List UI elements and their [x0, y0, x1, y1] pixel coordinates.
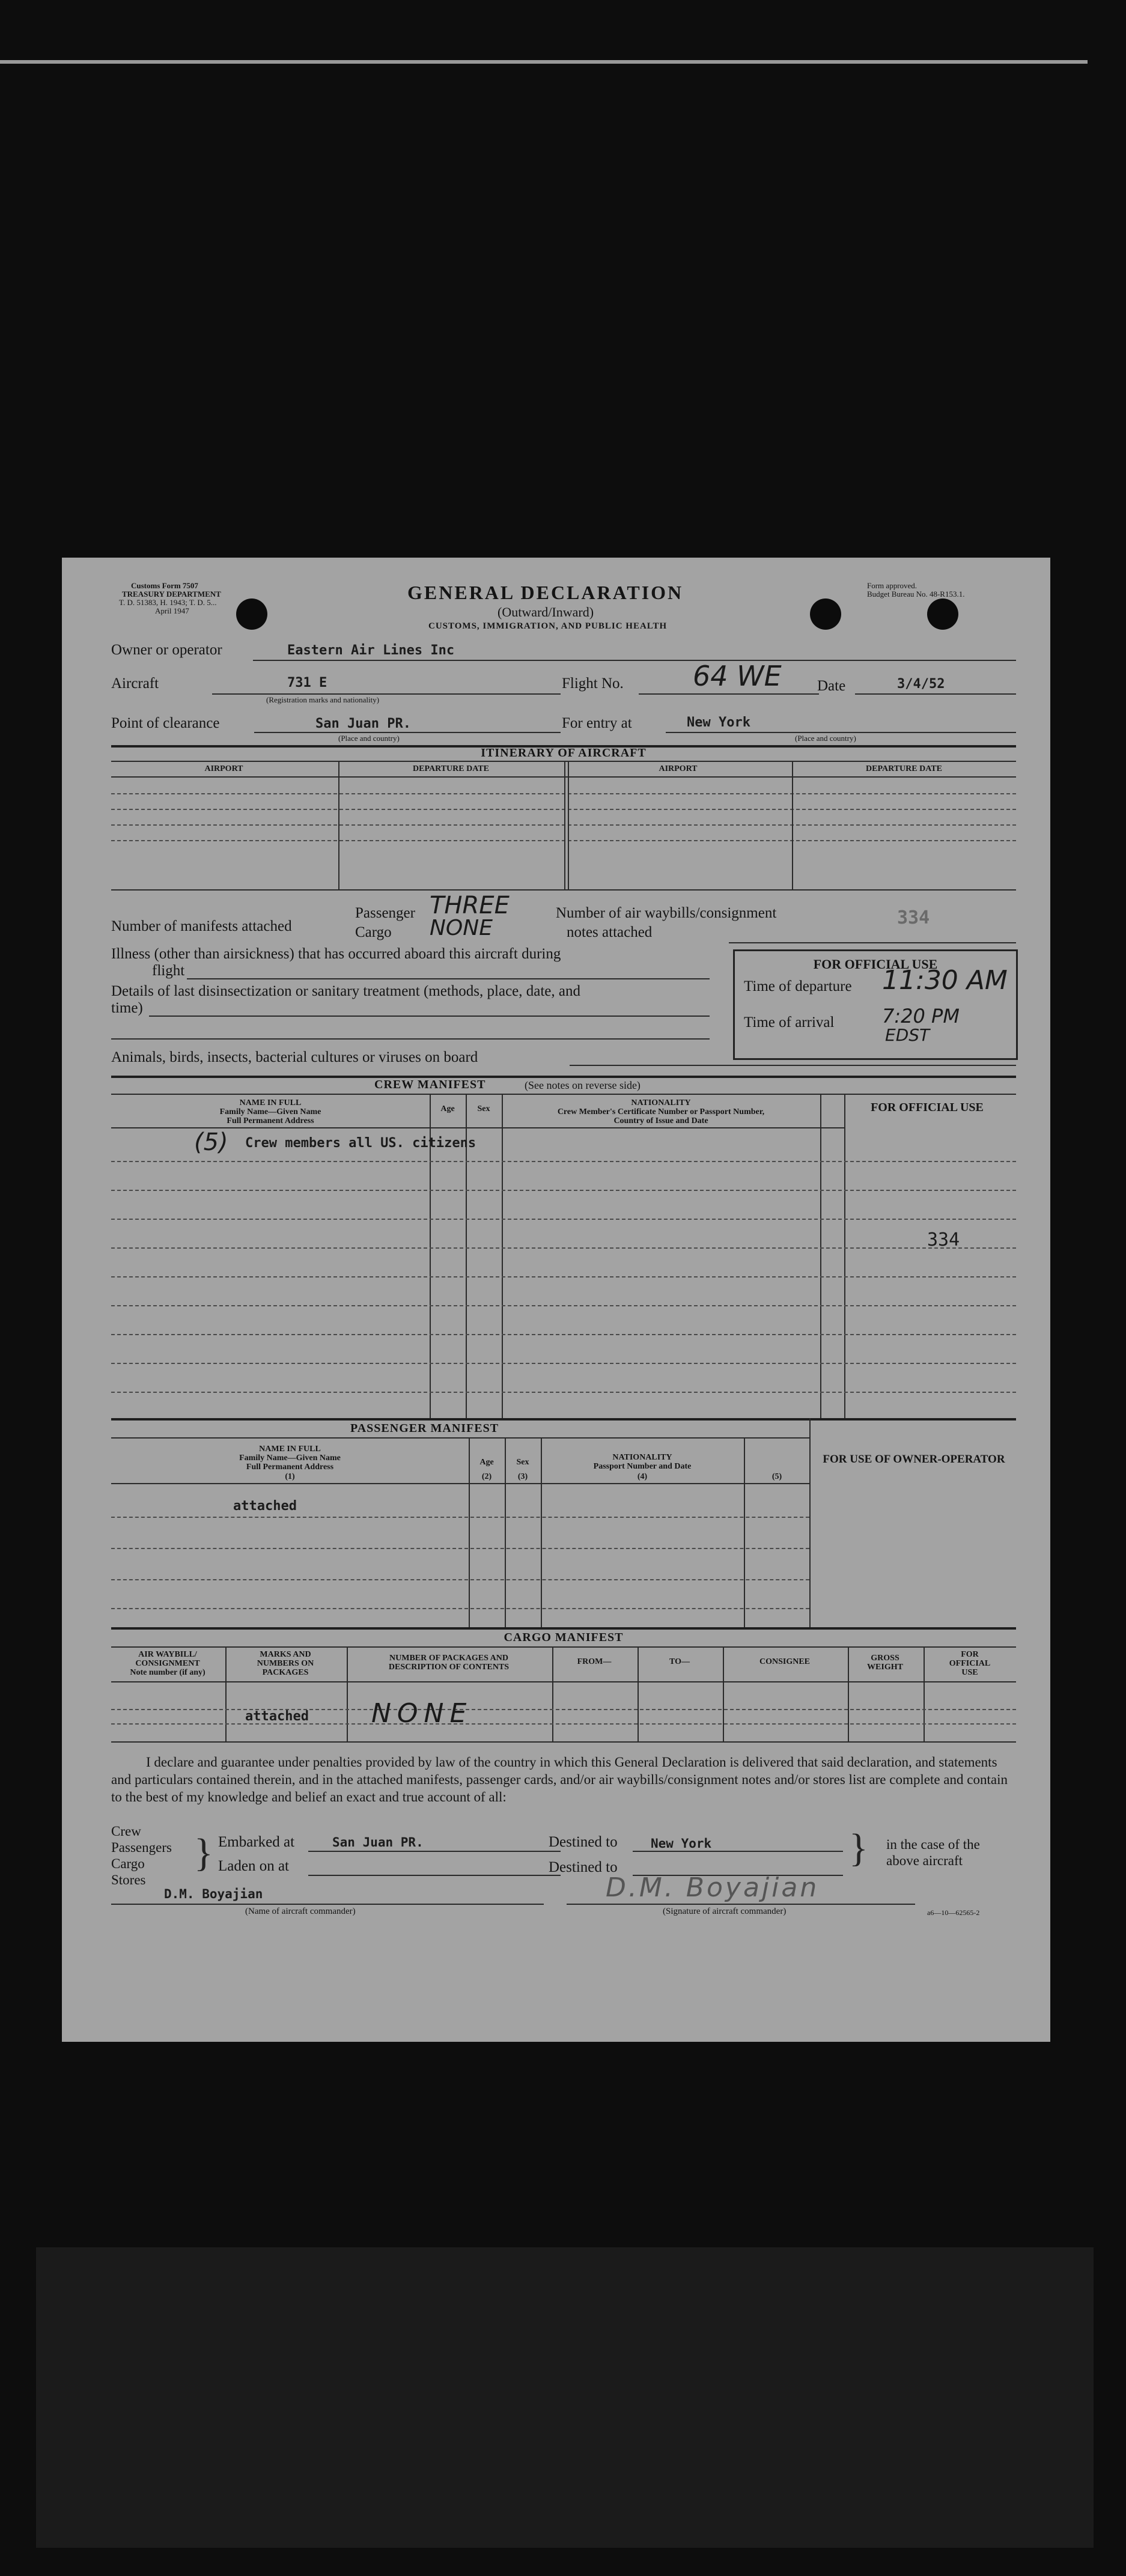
passenger-row-line: [111, 1517, 809, 1518]
itinerary-col-rule: [111, 776, 1016, 778]
cargo-title: CARGO MANIFEST: [504, 1631, 624, 1644]
passenger-col-nationality: NATIONALITY Passport Number and Date: [593, 1453, 692, 1471]
commander-underline: [111, 1904, 544, 1905]
itinerary-divider: [338, 761, 339, 891]
itinerary-col-date-1: DEPARTURE DATE: [413, 764, 489, 773]
aside-brace: }: [849, 1826, 868, 1870]
disinsect-label-cont: time): [111, 1000, 143, 1016]
departure-time-label: Time of departure: [744, 978, 852, 994]
passenger-col-sex-num: (3): [517, 1472, 528, 1481]
disinsect-underline-2: [111, 1038, 710, 1040]
entry-underline: [666, 732, 1016, 733]
cargo-col-packages: NUMBER OF PACKAGES AND DESCRIPTION OF CONTENTS: [388, 1654, 510, 1672]
aircraft-note: (Registration marks and nationality): [266, 695, 380, 704]
passenger-divider: [809, 1418, 811, 1627]
customs-form-number: Customs Form 7507: [131, 581, 198, 590]
cargo-col-from: FROM—: [577, 1657, 612, 1666]
list-brace: }: [194, 1831, 213, 1875]
destined-label: Destined to: [549, 1834, 618, 1850]
passenger-col-nationality-num: (4): [637, 1472, 648, 1481]
punch-hole: [927, 598, 958, 630]
film-edge-line: [0, 60, 1088, 64]
cargo-divider: [723, 1646, 724, 1743]
cargo-col-official: FOR OFFICIAL USE: [949, 1650, 991, 1677]
form-approved: Form approved.: [867, 581, 918, 590]
crew-divider: [844, 1094, 845, 1418]
passenger-col-name: NAME IN FULL Family Name—Given Name Full Permanent Address: [239, 1445, 341, 1472]
regulation-ref: T. D. 51383, H. 1943; T. D. 5...: [119, 598, 217, 607]
passenger-head-rule: [111, 1437, 809, 1439]
cargo-divider: [225, 1646, 227, 1743]
stamped-number: 334: [897, 907, 930, 928]
form-agencies: CUSTOMS, IMMIGRATION, AND PUBLIC HEALTH: [428, 621, 668, 631]
clearance-underline: [254, 732, 561, 733]
date-value: 3/4/52: [897, 677, 945, 692]
flight-value: 64 WE: [693, 660, 782, 692]
list-cargo: Cargo: [111, 1856, 145, 1871]
aircraft-value: 731 E: [287, 675, 327, 690]
itinerary-row-line: [111, 840, 1016, 841]
crew-title: CREW MANIFEST: [374, 1078, 486, 1091]
passenger-col-5: (5): [771, 1472, 782, 1481]
arrival-time-label: Time of arrival: [744, 1014, 835, 1031]
itinerary-col-date-2: DEPARTURE DATE: [866, 764, 942, 773]
date-label: Date: [817, 678, 846, 694]
crew-head-rule: [111, 1094, 1016, 1095]
animals-underline: [570, 1065, 1016, 1066]
crew-divider: [502, 1094, 503, 1418]
cargo-count: NONE: [430, 916, 493, 940]
crew-top-rule: [111, 1076, 1016, 1078]
itinerary-divider: [568, 761, 569, 891]
itinerary-divider: [564, 761, 565, 891]
treasury-dept: TREASURY DEPARTMENT: [122, 589, 221, 598]
flight-underline: [639, 693, 819, 695]
embarked-label: Embarked at: [218, 1834, 295, 1850]
cargo-divider: [924, 1646, 925, 1743]
crew-entry: Crew members all US. citizens: [245, 1136, 476, 1151]
passenger-col-name-num: (1): [285, 1472, 295, 1481]
cargo-divider: [552, 1646, 553, 1743]
list-crew: Crew: [111, 1824, 141, 1839]
illness-label-cont: flight: [152, 963, 185, 979]
film-frame-band: [36, 2247, 1094, 2548]
owner-label: Owner or operator: [111, 642, 222, 658]
date-underline: [855, 693, 1016, 695]
crew-row-line: [111, 1161, 1016, 1162]
commander-label: (Name of aircraft commander): [245, 1907, 356, 1916]
passenger-col-rule: [111, 1483, 809, 1484]
destined-underline: [633, 1851, 843, 1852]
passenger-divider: [744, 1437, 745, 1627]
form-date: April 1947: [155, 606, 189, 615]
disinsect-label: Details of last disinsectization or sanitary treatment (methods, place, date, and: [111, 983, 580, 999]
cargo-marks-entry: attached: [245, 1709, 309, 1724]
animals-label: Animals, birds, insects, bacterial cultures or viruses on board: [111, 1049, 478, 1065]
passenger-row-line: [111, 1548, 809, 1549]
commander-name: D.M. Boyajian: [164, 1887, 263, 1901]
cargo-divider: [848, 1646, 849, 1743]
crew-row-line: [111, 1334, 1016, 1335]
disinsect-underline: [149, 1015, 710, 1017]
signature-underline: [567, 1904, 915, 1905]
list-passengers: Passengers: [111, 1840, 172, 1855]
passenger-title: PASSENGER MANIFEST: [350, 1422, 499, 1435]
crew-row-line: [111, 1305, 1016, 1306]
list-stores: Stores: [111, 1872, 146, 1887]
laden-underline: [308, 1875, 561, 1876]
itinerary-divider: [792, 761, 793, 891]
crew-row-line: [111, 1363, 1016, 1364]
cargo-label: Cargo: [355, 924, 392, 940]
entry-value: New York: [687, 715, 750, 730]
print-code: a6—10—62565-2: [927, 1908, 980, 1917]
crew-row-line: [111, 1190, 1016, 1191]
destined-value: New York: [651, 1836, 712, 1851]
crew-row-line: [111, 1276, 1016, 1277]
illness-underline: [187, 978, 710, 979]
owner-underline: [253, 660, 1016, 661]
cargo-divider: [347, 1646, 348, 1743]
cargo-col-weight: GROSS WEIGHT: [867, 1654, 903, 1672]
commander-signature: D.M. Boyajian: [606, 1872, 820, 1903]
crew-col-sex: Sex: [477, 1104, 490, 1113]
crew-row-line: [111, 1219, 1016, 1220]
aircraft-label: Aircraft: [111, 675, 159, 692]
arrival-time-zone: EDST: [885, 1025, 930, 1045]
itinerary-col-airport-2: AIRPORT: [659, 764, 698, 773]
crew-divider: [820, 1094, 821, 1418]
owner-operator-use: FOR USE OF OWNER-OPERATOR: [823, 1453, 1005, 1466]
passenger-label: Passenger: [355, 905, 415, 921]
passenger-col-age-num: (2): [481, 1472, 492, 1481]
aircraft-underline: [212, 693, 561, 695]
entry-label: For entry at: [562, 715, 632, 731]
itinerary-title: ITINERARY OF AIRCRAFT: [481, 746, 647, 760]
crew-count: (5): [194, 1128, 228, 1156]
punch-hole: [236, 598, 267, 630]
passenger-row-line: [111, 1579, 809, 1580]
cargo-contents-entry: NONE: [371, 1698, 473, 1729]
clearance-note: (Place and country): [338, 734, 400, 743]
passenger-top-rule: [111, 1418, 1016, 1420]
embarked-underline: [308, 1851, 561, 1852]
notes-underline: [729, 942, 1016, 943]
laden-label: Laden on at: [218, 1858, 290, 1874]
crew-col-name: NAME IN FULL Family Name—Given Name Full Permanent Address: [219, 1098, 321, 1125]
itinerary-head-rule: [111, 761, 1016, 762]
cargo-divider: [638, 1646, 639, 1743]
manifests-attached-label: Number of manifests attached: [111, 918, 292, 934]
clearance-label: Point of clearance: [111, 715, 220, 731]
passenger-entry: attached: [233, 1499, 297, 1514]
itinerary-row-line: [111, 824, 1016, 826]
passenger-divider: [469, 1437, 470, 1627]
cargo-head-rule: [111, 1646, 1016, 1648]
owner-value: Eastern Air Lines Inc: [287, 643, 455, 658]
crew-official-use: FOR OFFICIAL USE: [871, 1101, 984, 1114]
crew-row-line: [111, 1392, 1016, 1393]
passenger-divider: [541, 1437, 542, 1627]
flight-label: Flight No.: [562, 675, 624, 692]
destined2-label: Destined to: [549, 1859, 618, 1875]
aside-note: in the case of the above aircraft: [886, 1837, 980, 1868]
itinerary-col-airport-1: AIRPORT: [204, 764, 243, 773]
cargo-bottom-rule: [111, 1741, 1016, 1743]
departure-time-value: 11:30 AM: [882, 965, 1008, 996]
arrival-time-value: 7:20 PM: [882, 1005, 960, 1028]
form-title: GENERAL DECLARATION: [407, 582, 684, 603]
passenger-col-sex: Sex: [516, 1458, 529, 1467]
budget-bureau: Budget Bureau No. 48-R153.1.: [867, 589, 965, 598]
declaration-text: I declare and guarantee under penalties provided by law of the country in which this General Declaration is delivered that said declaration, and statements and particulars contained therein, and in the attached manifests, passenger cards, and/or air waybills/consignment notes and/or stores list are complete and contain to the best of my knowledge and belief an exact and true account of all:: [111, 1755, 1008, 1804]
declaration-list: [111, 1823, 172, 1888]
waybills-label: Number of air waybills/consignment: [556, 905, 777, 921]
punch-hole: [810, 598, 841, 630]
cargo-col-to: TO—: [669, 1657, 690, 1666]
cargo-top-rule: [111, 1627, 1016, 1630]
crew-row-line: [111, 1247, 1016, 1249]
crew-title-note: (See notes on reverse side): [525, 1079, 641, 1091]
illness-label: Illness (other than airsickness) that has occurred aboard this aircraft during: [111, 946, 561, 962]
official-use-title: FOR OFFICIAL USE: [813, 957, 938, 972]
cargo-col-waybill: AIR WAYBILL/ CONSIGNMENT Note number (if any): [130, 1650, 205, 1677]
passenger-row-line: [111, 1608, 809, 1609]
clearance-value: San Juan PR.: [315, 716, 411, 731]
itinerary-bottom-rule: [111, 889, 1016, 891]
crew-col-nationality: NATIONALITY Crew Member's Certificate Number or Passport Number, Country of Issue and Date: [557, 1098, 765, 1125]
signature-label: (Signature of aircraft commander): [663, 1907, 787, 1916]
crew-col-age: Age: [440, 1104, 455, 1113]
itinerary-row-line: [111, 809, 1016, 810]
cargo-col-marks: MARKS AND NUMBERS ON PACKAGES: [257, 1650, 314, 1677]
embarked-value: San Juan PR.: [332, 1835, 424, 1850]
entry-note: (Place and country): [795, 734, 856, 743]
cargo-col-consignee: CONSIGNEE: [759, 1657, 811, 1666]
general-declaration-form: [62, 558, 1050, 2042]
form-subtitle: (Outward/Inward): [498, 604, 594, 620]
crew-official-number: 334: [927, 1229, 960, 1250]
passenger-count: THREE: [430, 892, 510, 919]
itinerary-row-line: [111, 793, 1016, 794]
notes-attached-label: notes attached: [567, 924, 653, 940]
passenger-col-age: Age: [479, 1458, 494, 1467]
passenger-divider: [505, 1437, 506, 1627]
cargo-col-rule: [111, 1681, 1016, 1682]
